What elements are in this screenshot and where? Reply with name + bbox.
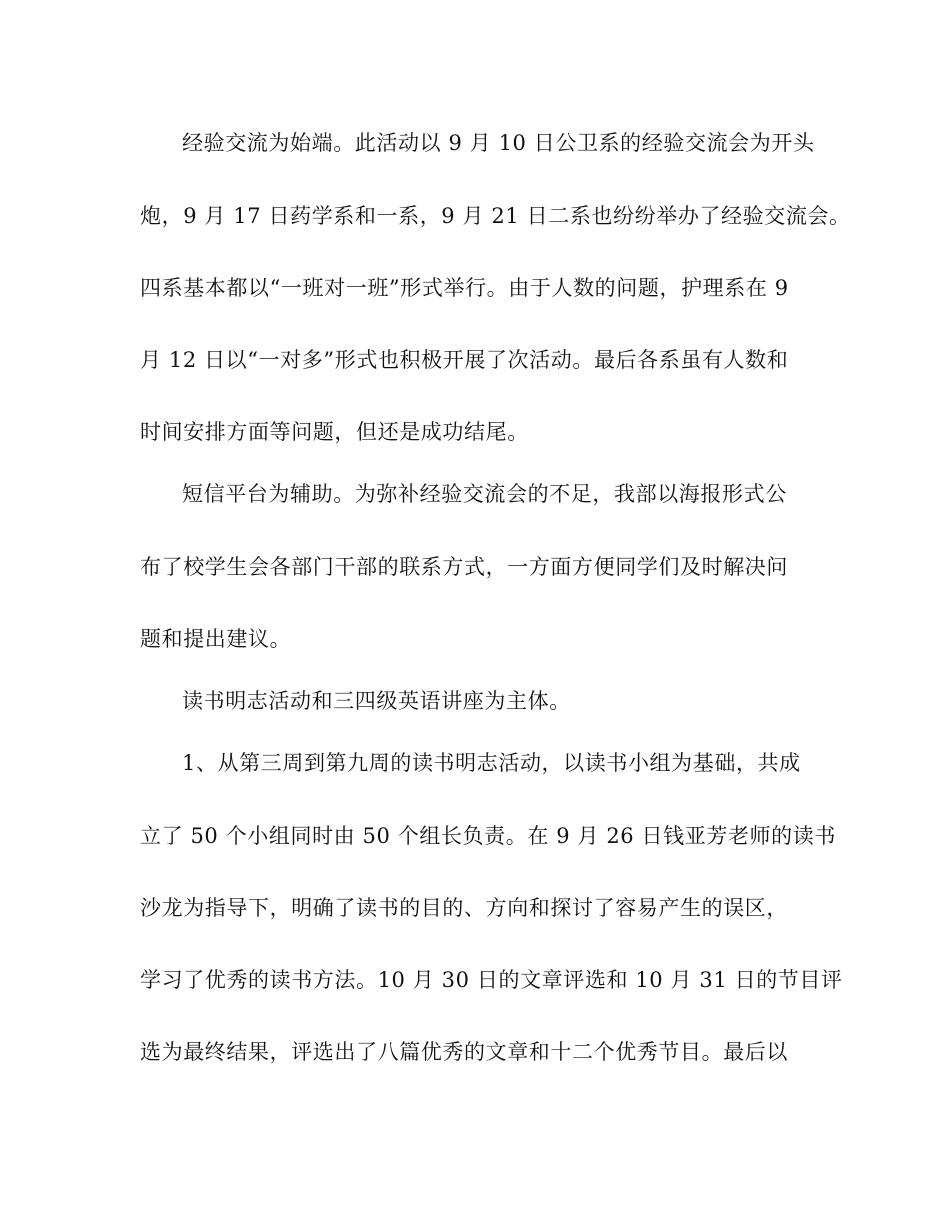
paragraph-line: 沙龙为指导下，明确了读书的目的、方向和探讨了容易产生的误区， — [140, 896, 788, 920]
paragraph-line: 立了 50 个小组同时由 50 个组长负责。在 9 月 26 日钱亚芳老师的读书 — [140, 824, 836, 848]
paragraph-line: 经验交流为始端。此活动以 9 月 10 日公卫系的经验交流会为开头 — [182, 131, 815, 155]
paragraph-heading: 读书明志活动和三四级英语讲座为主体。 — [182, 689, 571, 713]
paragraph-line: 短信平台为辅助。为弥补经验交流会的不足，我部以海报形式公 — [182, 482, 787, 506]
paragraph-line: 选为最终结果，评选出了八篇优秀的文章和十二个优秀节目。最后以 — [140, 1040, 788, 1064]
paragraph-line: 学习了优秀的读书方法。10 月 30 日的文章评选和 10 月 31 日的节目评 — [140, 968, 843, 992]
paragraph-line: 炮，9 月 17 日药学系和一系，9 月 21 日二系也纷纷举办了经验交流会。 — [140, 204, 851, 228]
paragraph-line: 题和提出建议。 — [140, 627, 292, 651]
paragraph-line: 时间安排方面等问题，但还是成功结尾。 — [140, 420, 529, 444]
paragraph-line: 月 12 日以“一对多”形式也积极开展了次活动。最后各系虽有人数和 — [140, 348, 789, 372]
paragraph-line: 1、从第三周到第九周的读书明志活动，以读书小组为基础，共成 — [182, 751, 801, 775]
paragraph-line: 布了校学生会各部门干部的联系方式，一方面方便同学们及时解决问 — [140, 555, 788, 579]
paragraph-line: 四系基本都以“一班对一班”形式举行。由于人数的问题，护理系在 9 — [140, 276, 789, 300]
